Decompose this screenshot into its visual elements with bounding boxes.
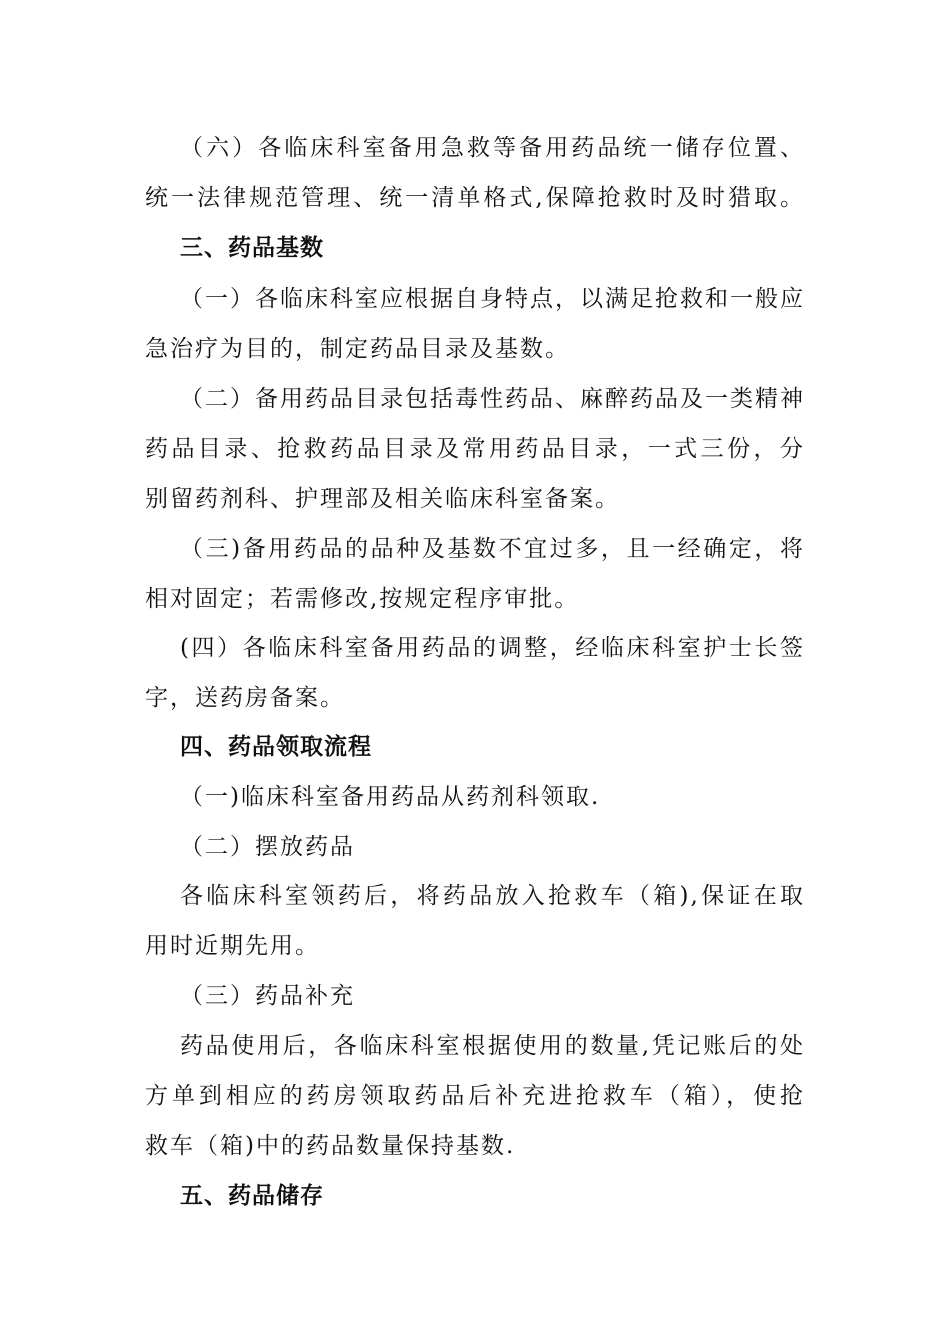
paragraph-line: （六）各临床科室备用急救等备用药品统一储存位置、 xyxy=(180,135,805,161)
section-heading-5: 五、药品储存 xyxy=(180,1183,324,1209)
paragraph-line: 各临床科室领药后，将药品放入抢救车（箱),保证在取 xyxy=(180,883,805,909)
paragraph-line: 药品目录、抢救药品目录及常用药品目录，一式三份，分 xyxy=(145,436,805,462)
section-heading-3: 三、药品基数 xyxy=(180,235,324,261)
paragraph-line: 相对固定；若需修改,按规定程序审批。 xyxy=(145,586,580,612)
paragraph-line: 药品使用后，各临床科室根据使用的数量,凭记账后的处 xyxy=(180,1033,805,1059)
paragraph-line: （一）各临床科室应根据自身特点，以满足抢救和一般应 xyxy=(180,286,805,312)
section-heading-4: 四、药品领取流程 xyxy=(180,734,372,760)
paragraph-line: （一)临床科室备用药品从药剂科领取. xyxy=(180,784,601,810)
paragraph-line: (四）各临床科室备用药品的调整，经临床科室护士长签 xyxy=(180,635,805,661)
paragraph-line: 方单到相应的药房领取药品后补充进抢救车（箱），使抢 xyxy=(145,1083,805,1109)
paragraph-line: 字，送药房备案。 xyxy=(145,685,345,711)
paragraph-line: 别留药剂科、护理部及相关临床科室备案。 xyxy=(145,486,620,512)
paragraph-line: （二）备用药品目录包括毒性药品、麻醉药品及一类精神 xyxy=(180,386,805,412)
paragraph-line: 急治疗为目的，制定药品目录及基数。 xyxy=(145,336,570,362)
paragraph-line: 统一法律规范管理、统一清单格式,保障抢救时及时猎取。 xyxy=(145,185,805,211)
paragraph-line: 救车（箱)中的药品数量保持基数. xyxy=(145,1133,516,1159)
paragraph-line: 用时近期先用。 xyxy=(145,933,320,959)
subsection-heading: （二）摆放药品 xyxy=(180,834,355,860)
subsection-heading: （三）药品补充 xyxy=(180,983,355,1009)
paragraph-line: （三)备用药品的品种及基数不宜过多，且一经确定，将 xyxy=(180,536,805,562)
